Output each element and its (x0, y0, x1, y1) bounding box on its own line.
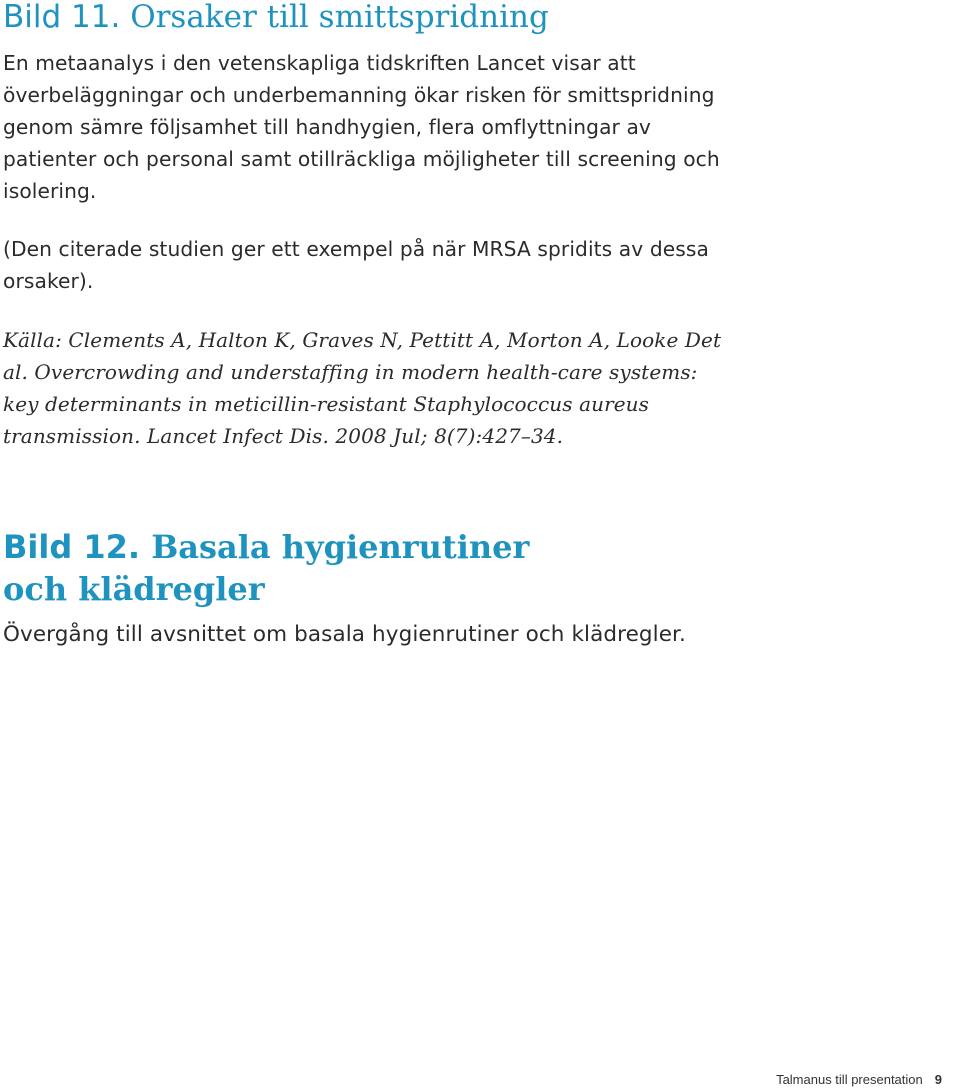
section-11-paragraph-2: (Den citerade studien ger ett exempel på när MRSA spridits av dessa orsaker). (3, 237, 709, 293)
section-12-heading (3, 526, 563, 610)
page-footer (776, 1071, 942, 1089)
page-number: 9 (934, 1072, 942, 1087)
section-11-paragraph-1: En metaanalys i den vetenskapliga tidskriften Lancet visar att överbeläggningar och underbemanning ökar risken för smittspridning genom sämre följsamhet till handhygien, flera omflyttningar av patienter och personal samt otillräckliga möjligheter till screening och isolering. (3, 51, 720, 203)
section-11-number: Bild 11. (3, 0, 121, 35)
footer-label: Talmanus till presentation (776, 1072, 923, 1087)
section-11-title: Orsaker till smittspridning (130, 0, 549, 35)
section-11-source-citation: Källa: Clements A, Halton K, Graves N, Pettitt A, Morton A, Looke Det al. Overcrowding and understaffing in modern health-care systems: key determinants in meticillin-resistant Staphylococcus aureus transmission. Lancet Infect Dis. 2008 Jul; 8(7):427–34. (3, 328, 722, 448)
section-12-paragraph-1: Övergång till avsnittet om basala hygienrutiner och klädregler. (3, 622, 686, 647)
section-12-title: Basala hygienrutiner och klädregler (3, 528, 530, 608)
section-11-heading (3, 0, 549, 38)
section-12-number: Bild 12. (3, 528, 141, 566)
